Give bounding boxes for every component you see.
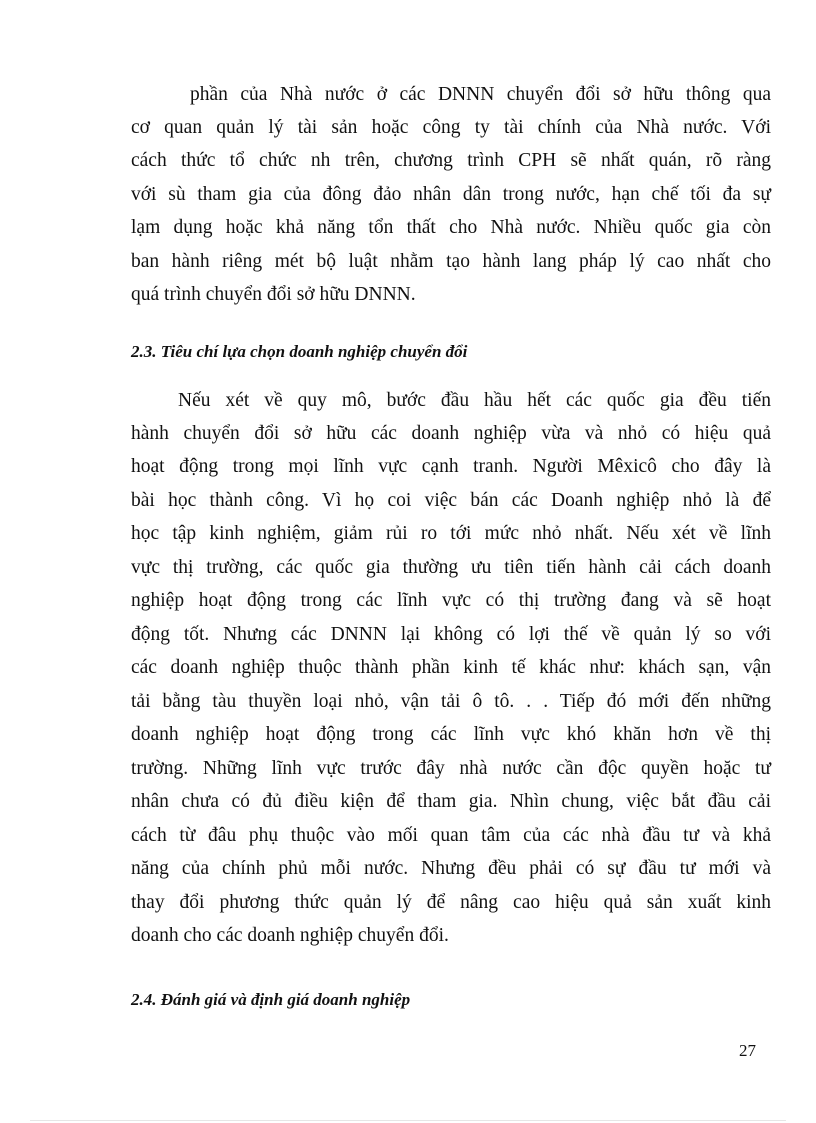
paragraph-1-line-3: cách thức tổ chức nh trên, chương trình CPH sẽ nhất quán, rõ ràng [131, 150, 771, 171]
paragraph-1-line-2: cơ quan quản lý tài sản hoặc công ty tài chính của Nhà nước. Với [131, 117, 771, 138]
paragraph-2-line-9: các doanh nghiệp thuộc thành phần kinh tế khác như: khách sạn, vận [131, 657, 771, 678]
paragraph-2-line-10: tải bằng tàu thuyền loại nhỏ, vận tải ô tô. . . Tiếp đó mới đến những [131, 691, 771, 712]
paragraph-2-line-3: hoạt động trong mọi lĩnh vực cạnh tranh. Người Mêxicô cho đây là [131, 456, 771, 477]
paragraph-2-line-7: nghiệp hoạt động trong các lĩnh vực có thị trường đang và sẽ hoạt [131, 590, 771, 611]
page-number: 27 [739, 1041, 756, 1060]
paragraph-1-line-4: với sù tham gia của đông đảo nhân dân trong nước, hạn chế tối đa sự [131, 184, 771, 205]
paragraph-1-line-1: phần của Nhà nước ở các DNNN chuyển đổi sở hữu thông qua [190, 84, 771, 105]
paragraph-2-line-5: học tập kinh nghiệm, giảm rủi ro tới mức nhỏ nhất. Nếu xét về lĩnh [131, 523, 771, 544]
section-heading-2-4: 2.4. Đánh giá và định giá doanh nghiệp [131, 990, 411, 1009]
paragraph-1-line-6: ban hành riêng mét bộ luật nhằm tạo hành lang pháp lý cao nhất cho [131, 251, 771, 272]
paragraph-2-line-12: trường. Những lĩnh vực trước đây nhà nước cần độc quyền hoặc tư [131, 758, 771, 779]
paragraph-2-line-14: cách từ đâu phụ thuộc vào mối quan tâm của các nhà đầu tư và khả [131, 825, 771, 846]
paragraph-2-line-13: nhân chưa có đủ điều kiện để tham gia. Nhìn chung, việc bắt đầu cải [131, 791, 771, 812]
paragraph-2-line-17: doanh cho các doanh nghiệp chuyển đổi. [131, 925, 449, 946]
section-heading-2-3: 2.3. Tiêu chí lựa chọn doanh nghiệp chuyển đổi [131, 342, 468, 361]
page-bottom-divider [30, 1120, 786, 1121]
paragraph-2-line-4: bài học thành công. Vì họ coi việc bán các Doanh nghiệp nhỏ là để [131, 490, 771, 511]
paragraph-2-line-6: vực thị trường, các quốc gia thường ưu tiên tiến hành cải cách doanh [131, 557, 771, 578]
paragraph-2-line-11: doanh nghiệp hoạt động trong các lĩnh vực khó khăn hơn về thị [131, 724, 771, 745]
paragraph-2-line-8: động tốt. Nhưng các DNNN lại không có lợi thế về quản lý so với [131, 624, 771, 645]
paragraph-2-line-1: Nếu xét về quy mô, bước đầu hầu hết các quốc gia đều tiến [178, 390, 771, 411]
paragraph-1-line-5: lạm dụng hoặc khả năng tổn thất cho Nhà nước. Nhiều quốc gia còn [131, 217, 771, 238]
paragraph-2-line-2: hành chuyển đổi sở hữu các doanh nghiệp vừa và nhỏ có hiệu quả [131, 423, 771, 444]
paragraph-2-line-16: thay đổi phương thức quản lý để nâng cao hiệu quả sản xuất kinh [131, 892, 771, 913]
paragraph-2-line-15: năng của chính phủ mỗi nước. Nhưng đều phải có sự đầu tư mới và [131, 858, 771, 879]
paragraph-1-line-7: quá trình chuyển đổi sở hữu DNNN. [131, 284, 416, 305]
